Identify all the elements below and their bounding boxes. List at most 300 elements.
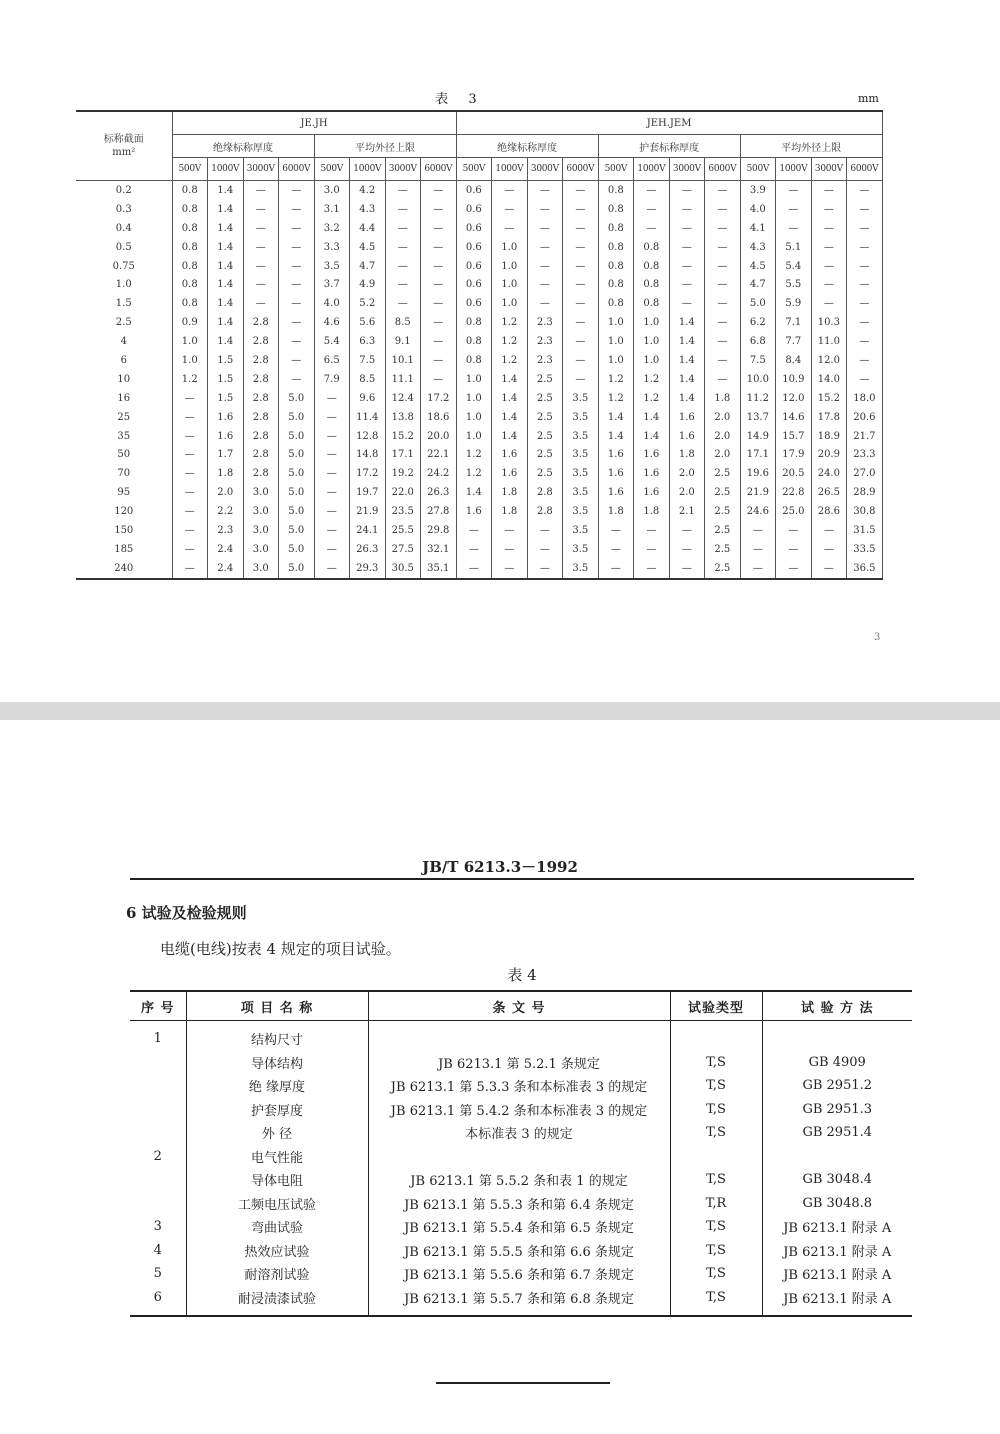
table-cell: 1.0 [456,408,492,427]
table-cell: — [421,313,457,332]
table-cell: 21.9 [740,483,776,502]
table-cell: 0.8 [172,257,208,276]
table-cell: 3.5 [563,445,599,464]
table-cell: 26.5 [811,483,847,502]
table4-cell: T,S [670,1239,762,1263]
table4-cell: 外 径 [186,1121,368,1145]
table-cell: 1.4 [208,200,244,219]
table-cell: — [279,257,315,276]
table-cell: — [776,219,812,238]
table4-cell: T,S [670,1121,762,1145]
table4-cell: T,S [670,1262,762,1286]
table-cell: — [314,540,350,559]
table-row [130,1098,912,1122]
table-cell: 1.6 [456,502,492,521]
table-cell: — [279,351,315,370]
table-cell: — [669,257,705,276]
table-cell: 1.4 [669,389,705,408]
table4-cell [130,1051,186,1075]
table4-cell: JB 6213.1 第 5.3.3 条和本标准表 3 的规定 [368,1074,670,1098]
table-cell: — [492,200,528,219]
table-cell: — [172,445,208,464]
table-cell: 1.4 [669,351,705,370]
table-cell: 8.5 [350,370,386,389]
table-cell: 5.0 [279,483,315,502]
table-cell: 22.8 [776,483,812,502]
table-cell: — [705,370,741,389]
table-row [130,1215,912,1239]
table-cell: 0.6 [456,238,492,257]
table-cell: 10.0 [740,370,776,389]
table-cell: 18.6 [421,408,457,427]
table-cell: — [669,219,705,238]
table-row [130,1262,912,1286]
table-cell: — [314,445,350,464]
table-cell: 4.3 [350,200,386,219]
table-cell: 2.5 [527,389,563,408]
table-cell: 0.8 [598,275,634,294]
table-cell: 1.0 [492,238,528,257]
table4-cell: JB 6213.1 第 5.2.1 条规定 [368,1051,670,1075]
table4-cell [762,1021,912,1051]
table-row [76,389,882,408]
header-voltage: 1000V [634,158,670,181]
table4-cell: JB 6213.1 第 5.5.5 条和第 6.6 条规定 [368,1239,670,1263]
table-cell: — [563,294,599,313]
table4-cell: 工频电压试验 [186,1192,368,1216]
table-cell: — [421,238,457,257]
table-cell: 1.6 [634,483,670,502]
table-cell: 1.0 [598,351,634,370]
table-cell: 1.6 [598,445,634,464]
table-cell: 1.4 [208,219,244,238]
table-cell: 15.2 [385,427,421,446]
table4-cell: T,S [670,1168,762,1192]
table-cell: 24.6 [740,502,776,521]
table-cell: — [669,275,705,294]
table-cell: — [492,559,528,579]
table-cell: 1.4 [492,370,528,389]
nominal-section-cell: 2.5 [76,313,172,332]
table-cell: — [669,200,705,219]
table-row [76,540,882,559]
table-cell: 35.1 [421,559,457,579]
table-cell: 3.5 [563,427,599,446]
table-cell: 19.2 [385,464,421,483]
table-cell: 7.5 [350,351,386,370]
table-cell: 1.4 [208,238,244,257]
table-cell: 4.7 [350,257,386,276]
table-cell: 20.0 [421,427,457,446]
table-cell: 1.4 [492,389,528,408]
table-cell: 2.2 [208,502,244,521]
table-cell: 1.6 [634,445,670,464]
table-cell: 0.8 [172,219,208,238]
table-cell: 3.0 [243,559,279,579]
table-cell: 1.5 [208,351,244,370]
table4-cell: 护套厚度 [186,1098,368,1122]
table-cell: — [740,540,776,559]
table-cell: 1.4 [208,313,244,332]
table-cell: 1.6 [492,445,528,464]
table4-cell: JB 6213.1 附录 A [762,1262,912,1286]
table-cell: — [669,559,705,579]
table-cell: 3.0 [314,181,350,200]
table4-cell: 4 [130,1239,186,1263]
table-cell: — [705,181,741,200]
table-cell: 1.0 [456,370,492,389]
table-cell: 0.8 [634,257,670,276]
table-cell: 2.4 [208,540,244,559]
table-cell: 3.5 [314,257,350,276]
table-cell: 19.6 [740,464,776,483]
table-cell: 3.0 [243,483,279,502]
table-cell: 25.0 [776,502,812,521]
table-cell: 2.8 [243,408,279,427]
table-cell: — [634,559,670,579]
table4-cell: GB 2951.2 [762,1074,912,1098]
table-row [76,351,882,370]
table-cell: 23.5 [385,502,421,521]
table-cell: — [527,275,563,294]
table-cell: — [563,181,599,200]
table-cell: — [243,275,279,294]
table-cell: 1.8 [492,502,528,521]
table-cell: 1.4 [598,427,634,446]
nominal-section-cell: 0.4 [76,219,172,238]
table-cell: — [385,294,421,313]
table-cell: 13.8 [385,408,421,427]
table-cell: — [527,200,563,219]
table4-cell: T,R [670,1192,762,1216]
table4-column-header: 条 文 号 [368,991,670,1021]
table-cell: 1.4 [208,257,244,276]
table-cell: 0.8 [634,294,670,313]
table4-cell [130,1098,186,1122]
table-cell: 0.6 [456,294,492,313]
table4-cell: JB 6213.1 第 5.5.7 条和第 6.8 条规定 [368,1286,670,1317]
table-cell: — [847,238,883,257]
nominal-section-cell: 185 [76,540,172,559]
table-cell: 2.5 [705,540,741,559]
table-cell: 3.7 [314,275,350,294]
table-cell: — [811,200,847,219]
table-cell: 0.8 [456,332,492,351]
table-row [76,370,882,389]
table-cell: 1.0 [172,351,208,370]
table-cell: — [243,219,279,238]
table-cell: — [421,294,457,313]
table4-cell: GB 3048.8 [762,1192,912,1216]
table-cell: 2.8 [243,427,279,446]
table-cell: — [279,219,315,238]
table-row [76,559,882,579]
table-cell: — [669,181,705,200]
table-cell: 5.2 [350,294,386,313]
table-cell: 0.6 [456,275,492,294]
table-cell: 1.6 [598,464,634,483]
table-cell: — [492,181,528,200]
table-cell: 1.5 [208,389,244,408]
table-cell: — [669,294,705,313]
table-cell: — [847,181,883,200]
table-cell: 29.8 [421,521,457,540]
table-cell: — [492,219,528,238]
table-cell: 2.3 [527,351,563,370]
table-cell: 19.7 [350,483,386,502]
table-cell: 0.8 [172,181,208,200]
table-cell: — [456,540,492,559]
table-cell: 1.4 [669,313,705,332]
table-cell: 2.0 [705,408,741,427]
table-cell: — [279,294,315,313]
header-voltage: 6000V [847,158,883,181]
table-cell: — [527,540,563,559]
table-cell: — [172,483,208,502]
table-cell: 15.2 [811,389,847,408]
table-cell: — [527,294,563,313]
nominal-section-cell: 16 [76,389,172,408]
table-cell: — [598,521,634,540]
table-cell: — [172,427,208,446]
nominal-section-cell: 120 [76,502,172,521]
table-cell: 1.0 [492,257,528,276]
table-cell: — [598,559,634,579]
table-cell: — [811,181,847,200]
table-cell: 4.9 [350,275,386,294]
table-cell: 2.8 [527,483,563,502]
table4-cell: JB 6213.1 附录 A [762,1215,912,1239]
header-voltage: 3000V [243,158,279,181]
table-row [130,1145,912,1169]
header-avg-outer-diameter: 平均外径上限 [314,135,456,158]
table-cell: 2.0 [669,483,705,502]
table-cell: 14.6 [776,408,812,427]
table-row [76,521,882,540]
table-cell: 0.8 [456,313,492,332]
header-nominal-section-label: 标称截面 [103,134,144,145]
footer-rule [436,1382,610,1384]
table-cell: — [563,275,599,294]
table-cell: — [563,219,599,238]
table-cell: 0.6 [456,200,492,219]
table-cell: 1.0 [456,389,492,408]
table-cell: 2.8 [243,389,279,408]
table-cell: — [563,238,599,257]
nominal-section-cell: 10 [76,370,172,389]
table4-cell: JB 6213.1 附录 A [762,1286,912,1317]
table4-cell [670,1145,762,1169]
table4-cell: 耐浸渍漆试验 [186,1286,368,1317]
table3-body [76,181,882,579]
table-cell: 1.0 [634,332,670,351]
table-cell: 0.8 [172,275,208,294]
table-cell: 24.0 [811,464,847,483]
table-cell: 7.1 [776,313,812,332]
table-cell: 5.0 [279,559,315,579]
table-cell: 18.9 [811,427,847,446]
table-cell: — [172,464,208,483]
table-row [130,1168,912,1192]
table4-cell: T,S [670,1098,762,1122]
table-cell: 3.5 [563,389,599,408]
table4-cell: JB 6213.1 第 5.5.4 条和第 6.5 条规定 [368,1215,670,1239]
table-cell: — [314,464,350,483]
header-voltage: 6000V [705,158,741,181]
table-cell: 1.6 [634,464,670,483]
table-row [76,294,882,313]
table4-cell [130,1121,186,1145]
table-cell: 7.7 [776,332,812,351]
table-cell: 2.5 [705,483,741,502]
table-row [130,1286,912,1317]
table-cell: 1.4 [634,427,670,446]
table4-cell [368,1145,670,1169]
table-cell: 2.8 [243,351,279,370]
intro-text: 电缆(电线)按表 4 规定的项目试验。 [160,940,401,958]
table-cell: — [669,540,705,559]
table-cell: 3.0 [243,521,279,540]
table-cell: 28.9 [847,483,883,502]
table-cell: 14.9 [740,427,776,446]
table-cell: — [421,219,457,238]
table-cell: 25.5 [385,521,421,540]
table4-cell [368,1021,670,1051]
table4-cell: JB 6213.1 第 5.5.3 条和第 6.4 条规定 [368,1192,670,1216]
table-cell: 1.6 [492,464,528,483]
table-cell: 1.0 [172,332,208,351]
table-cell: — [847,332,883,351]
table-cell: 5.0 [279,445,315,464]
table-cell: 3.3 [314,238,350,257]
table-row [76,464,882,483]
table-cell: 1.6 [669,408,705,427]
table4-column-header: 序 号 [130,991,186,1021]
table-cell: — [634,219,670,238]
table4-cell: T,S [670,1074,762,1098]
table-cell: — [314,559,350,579]
table-cell: — [172,389,208,408]
table-cell: 14.8 [350,445,386,464]
table-cell: — [421,181,457,200]
table-cell: — [385,219,421,238]
table-cell: 4.4 [350,219,386,238]
table-cell: 5.0 [279,540,315,559]
table-cell: 1.8 [669,445,705,464]
table-cell: — [847,313,883,332]
table-cell: 2.8 [243,464,279,483]
table-cell: 1.4 [208,275,244,294]
table-cell: — [847,351,883,370]
document-code: JB/T 6213.3－1992 [422,858,578,876]
table-cell: 4.0 [314,294,350,313]
table-cell: 0.6 [456,181,492,200]
table4-cell [130,1192,186,1216]
table-cell: 1.2 [634,389,670,408]
table-cell: — [527,181,563,200]
table-cell: — [385,181,421,200]
section-title: 6 试验及检验规则 [126,904,247,922]
table-cell: 1.2 [492,351,528,370]
table-cell: 3.0 [243,540,279,559]
table-cell: — [847,257,883,276]
table-cell: — [243,257,279,276]
table-cell: 1.6 [208,408,244,427]
table-cell: 0.8 [172,200,208,219]
table-cell: 2.5 [527,427,563,446]
table-cell: 1.7 [208,445,244,464]
nominal-section-cell: 6 [76,351,172,370]
table-cell: 5.5 [776,275,812,294]
nominal-section-cell: 0.2 [76,181,172,200]
table-cell: 0.6 [456,257,492,276]
table3 [76,110,883,580]
table-cell: 2.5 [705,521,741,540]
table-cell: — [314,521,350,540]
header-voltage: 500V [456,158,492,181]
table-cell: — [776,521,812,540]
header-voltage: 1000V [350,158,386,181]
table4-cell: T,S [670,1215,762,1239]
table-cell: — [634,181,670,200]
table-cell: — [172,540,208,559]
table-cell: 1.4 [208,332,244,351]
header-voltage: 500V [314,158,350,181]
header-voltage: 3000V [811,158,847,181]
header-insulation-thickness-2: 绝缘标称厚度 [456,135,598,158]
header-voltage: 500V [598,158,634,181]
table-cell: 0.8 [456,351,492,370]
table4-cell [762,1145,912,1169]
table-cell: 2.8 [243,313,279,332]
table-cell: 0.8 [598,219,634,238]
table-cell: 6.8 [740,332,776,351]
table-cell: — [705,294,741,313]
table-cell: 5.9 [776,294,812,313]
table-cell: — [669,238,705,257]
table-cell: 0.8 [598,294,634,313]
table-cell: 13.7 [740,408,776,427]
table-cell: 5.0 [279,464,315,483]
table-cell: 1.4 [634,408,670,427]
header-voltage: 3000V [527,158,563,181]
table-cell: — [243,200,279,219]
table4-cell: 导体结构 [186,1051,368,1075]
table-cell: 1.2 [492,332,528,351]
table-cell: 4.0 [740,200,776,219]
table-cell: 0.6 [456,219,492,238]
table-cell: 3.5 [563,559,599,579]
table-cell: 0.8 [172,294,208,313]
table-cell: — [563,332,599,351]
table-cell: — [279,370,315,389]
table-cell: 5.4 [314,332,350,351]
table-cell: 29.3 [350,559,386,579]
table-cell: 1.2 [634,370,670,389]
table-cell: — [279,332,315,351]
table-cell: 1.8 [208,464,244,483]
header-voltage: 6000V [421,158,457,181]
table-cell: 1.4 [598,408,634,427]
table3-unit: mm [858,92,879,105]
table-cell: — [172,502,208,521]
table4-cell: GB 3048.4 [762,1168,912,1192]
table-cell: — [243,238,279,257]
table-cell: — [172,559,208,579]
table-cell: 4.1 [740,219,776,238]
table-cell: 5.1 [776,238,812,257]
table-row [76,427,882,446]
